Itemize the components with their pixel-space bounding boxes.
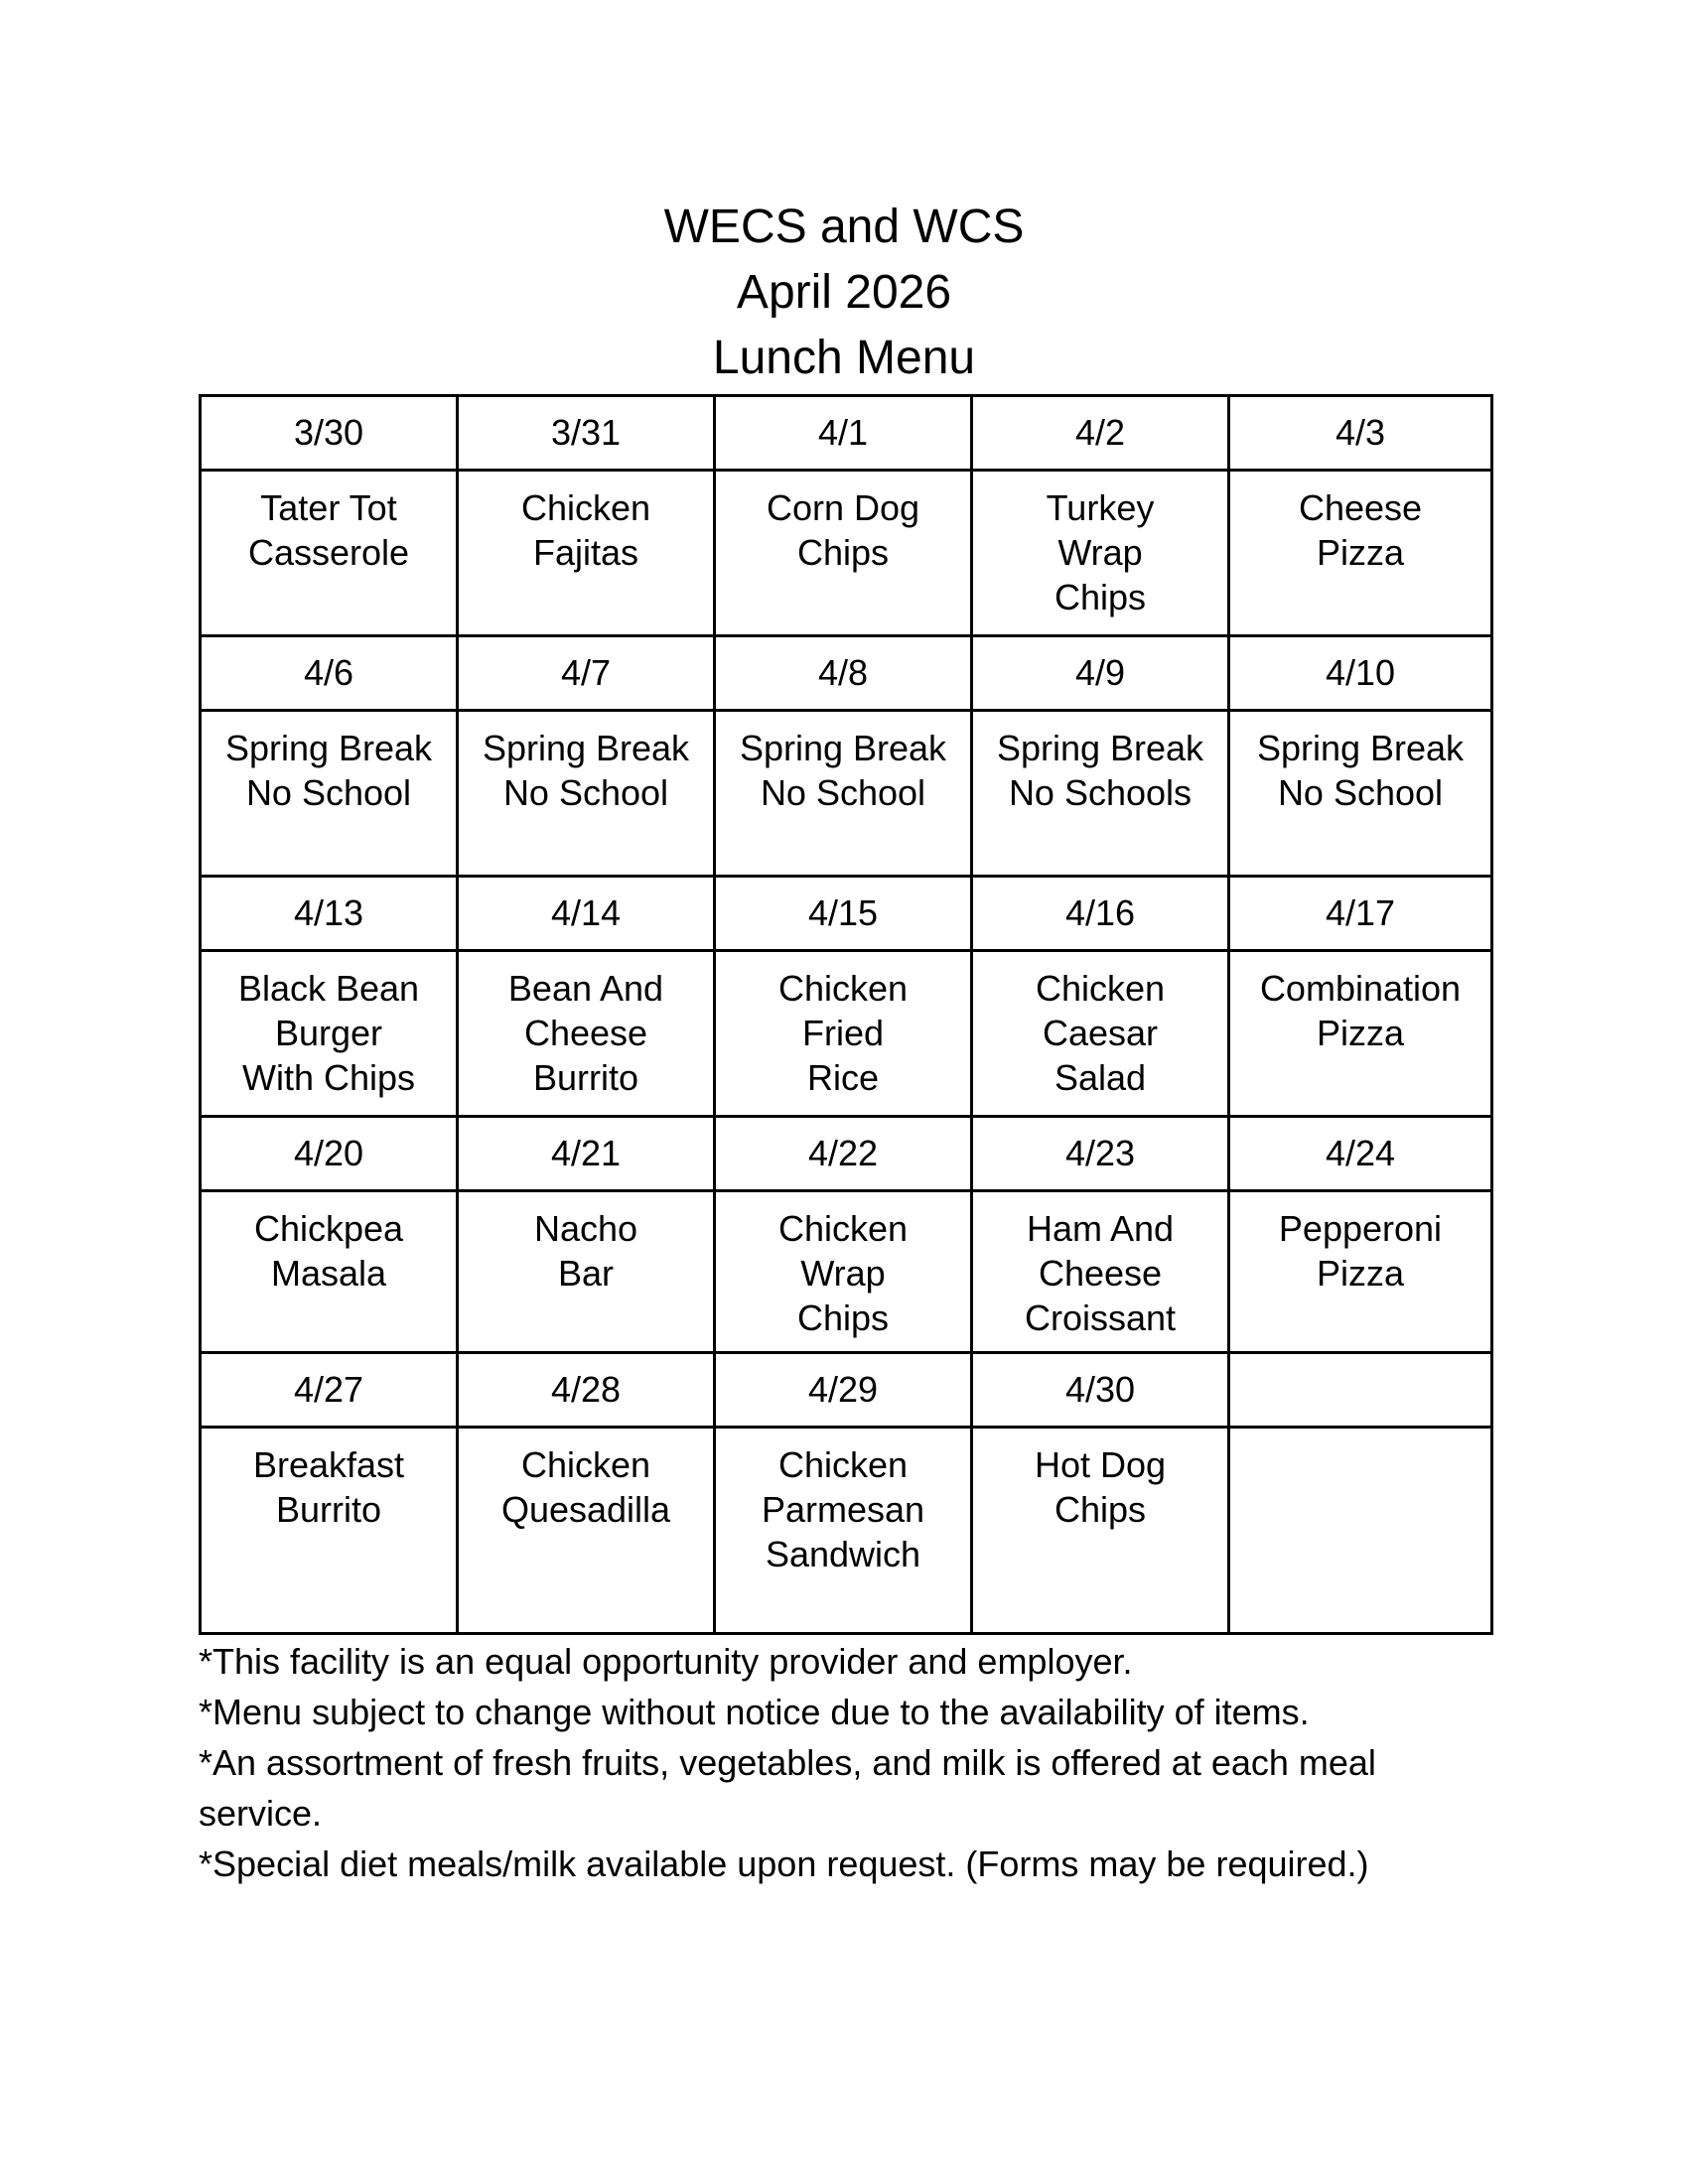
meal-cell [972, 711, 1229, 877]
footnote: *Menu subject to change without notice due to the availability of items. [199, 1692, 1310, 1732]
date-cell: 4/24 [1229, 1117, 1492, 1191]
date-cell: 4/20 [201, 1117, 458, 1191]
date-cell: 4/21 [458, 1117, 715, 1191]
date-cell: 4/14 [458, 877, 715, 951]
meal-line: Caesar [1042, 1013, 1159, 1053]
meal-line: Spring Break [224, 728, 433, 768]
meal-line: Chicken [1035, 968, 1166, 1009]
meal-line: Cheese [1298, 487, 1423, 528]
meal-cell [1229, 711, 1492, 877]
meal-cell [458, 711, 715, 877]
date-cell: 4/16 [972, 877, 1229, 951]
meal-cell [715, 951, 972, 1117]
meal-row [201, 1428, 1492, 1634]
school-name: WECS and WCS [663, 201, 1025, 253]
meal-line: Chicken [777, 1208, 909, 1249]
date-row [201, 396, 1492, 471]
meal-row [201, 471, 1492, 636]
meal-line: Masala [270, 1253, 387, 1294]
date-cell: 3/31 [458, 396, 715, 471]
meal-line: Pepperoni [1278, 1208, 1443, 1249]
meal-line: Sandwich [765, 1534, 921, 1574]
date-cell: 4/8 [715, 636, 972, 711]
meal-line: Hot Dog [1034, 1444, 1167, 1485]
date-cell: 4/3 [1229, 396, 1492, 471]
meal-line: Burrito [532, 1057, 639, 1098]
footnotes [199, 1636, 1499, 1889]
meal-line: Fried [801, 1013, 885, 1053]
meal-line: Spring Break [996, 728, 1204, 768]
meal-line: Pizza [1316, 1013, 1405, 1053]
date-cell [1229, 1353, 1492, 1428]
meal-cell [1229, 471, 1492, 636]
date-cell: 4/10 [1229, 636, 1492, 711]
meal-row [201, 951, 1492, 1117]
meal-cell [201, 711, 458, 877]
date-row [201, 877, 1492, 951]
meal-line: Ham And [1026, 1208, 1175, 1249]
meal-cell [458, 951, 715, 1117]
footnote: *An assortment of fresh fruits, vegetables, and milk is offered at each meal service. [199, 1742, 1376, 1834]
meal-row [201, 711, 1492, 877]
date-cell: 4/27 [201, 1353, 458, 1428]
meal-cell [201, 1191, 458, 1353]
meal-line: Salad [1054, 1057, 1147, 1098]
meal-cell [201, 1428, 458, 1634]
meal-cell [972, 471, 1229, 636]
meal-cell [1229, 1191, 1492, 1353]
meal-cell [201, 951, 458, 1117]
meal-line: Chicken [520, 487, 651, 528]
meal-line: Fajitas [532, 532, 639, 573]
meal-line: Wrap [800, 1253, 886, 1294]
date-cell: 4/29 [715, 1353, 972, 1428]
date-cell: 4/17 [1229, 877, 1492, 951]
meal-line: Chips [1054, 1489, 1147, 1530]
date-cell: 4/22 [715, 1117, 972, 1191]
meal-line: With Chips [241, 1057, 416, 1098]
date-cell: 4/23 [972, 1117, 1229, 1191]
menu-title [0, 195, 1688, 391]
meal-line: Breakfast [252, 1444, 405, 1485]
date-row [201, 636, 1492, 711]
meal-line: Cheese [523, 1013, 648, 1053]
meal-cell [458, 471, 715, 636]
meal-line: Turkey [1046, 487, 1155, 528]
date-cell: 4/1 [715, 396, 972, 471]
meal-line: No School [502, 772, 669, 813]
date-cell: 4/28 [458, 1353, 715, 1428]
meal-line: Nacho [533, 1208, 638, 1249]
meal-row [201, 1191, 1492, 1353]
meal-line: Chicken [520, 1444, 651, 1485]
meal-cell [972, 1191, 1229, 1353]
meal-line: Pizza [1316, 1253, 1405, 1294]
meal-cell [1229, 951, 1492, 1117]
date-cell: 4/13 [201, 877, 458, 951]
meal-line: No School [760, 772, 926, 813]
meal-line: Chicken [777, 968, 909, 1009]
meal-line: Chicken [777, 1444, 909, 1485]
meal-cell [715, 711, 972, 877]
meal-line: Combination [1259, 968, 1462, 1009]
meal-line: No Schools [1008, 772, 1193, 813]
meal-cell [972, 1428, 1229, 1634]
date-cell: 4/6 [201, 636, 458, 711]
date-cell: 4/30 [972, 1353, 1229, 1428]
meal-line: Burger [274, 1013, 383, 1053]
meal-line: Rice [806, 1057, 880, 1098]
meal-line: Bar [557, 1253, 615, 1294]
meal-line: Spring Break [482, 728, 690, 768]
meal-cell [715, 1428, 972, 1634]
meal-line: Spring Break [1256, 728, 1465, 768]
menu-type: Lunch Menu [712, 332, 976, 384]
date-row [201, 1353, 1492, 1428]
meal-line: Quesadilla [500, 1489, 671, 1530]
date-cell: 4/7 [458, 636, 715, 711]
meal-cell [201, 471, 458, 636]
date-cell: 4/9 [972, 636, 1229, 711]
meal-line: No School [245, 772, 412, 813]
meal-cell [715, 471, 972, 636]
meal-cell [972, 951, 1229, 1117]
meal-cell [1229, 1428, 1492, 1634]
date-cell: 3/30 [201, 396, 458, 471]
month-year: April 2026 [736, 266, 952, 319]
meal-line: Chips [796, 532, 890, 573]
meal-line: Pizza [1316, 532, 1405, 573]
meal-cell [715, 1191, 972, 1353]
meal-line: Croissant [1024, 1297, 1177, 1338]
footnote: *Special diet meals/milk available upon request. (Forms may be required.) [199, 1843, 1369, 1884]
meal-line: Spring Break [739, 728, 947, 768]
meal-line: Tater Tot [260, 487, 397, 528]
meal-cell [458, 1191, 715, 1353]
meal-line: Cheese [1038, 1253, 1163, 1294]
meal-line: Black Bean [237, 968, 420, 1009]
meal-line: Corn Dog [766, 487, 920, 528]
lunch-menu-table [199, 394, 1493, 1635]
footnote: *This facility is an equal opportunity provider and employer. [199, 1641, 1133, 1682]
meal-line: Casserole [247, 532, 410, 573]
meal-line: Chickpea [253, 1208, 404, 1249]
meal-line: Bean And [507, 968, 664, 1009]
meal-line: Chips [796, 1297, 890, 1338]
date-row [201, 1117, 1492, 1191]
date-cell: 4/15 [715, 877, 972, 951]
meal-line: Chips [1054, 577, 1147, 617]
meal-line: Burrito [275, 1489, 382, 1530]
meal-line: Wrap [1057, 532, 1143, 573]
meal-line: No School [1277, 772, 1444, 813]
date-cell: 4/2 [972, 396, 1229, 471]
meal-cell [458, 1428, 715, 1634]
meal-line: Parmesan [761, 1489, 925, 1530]
